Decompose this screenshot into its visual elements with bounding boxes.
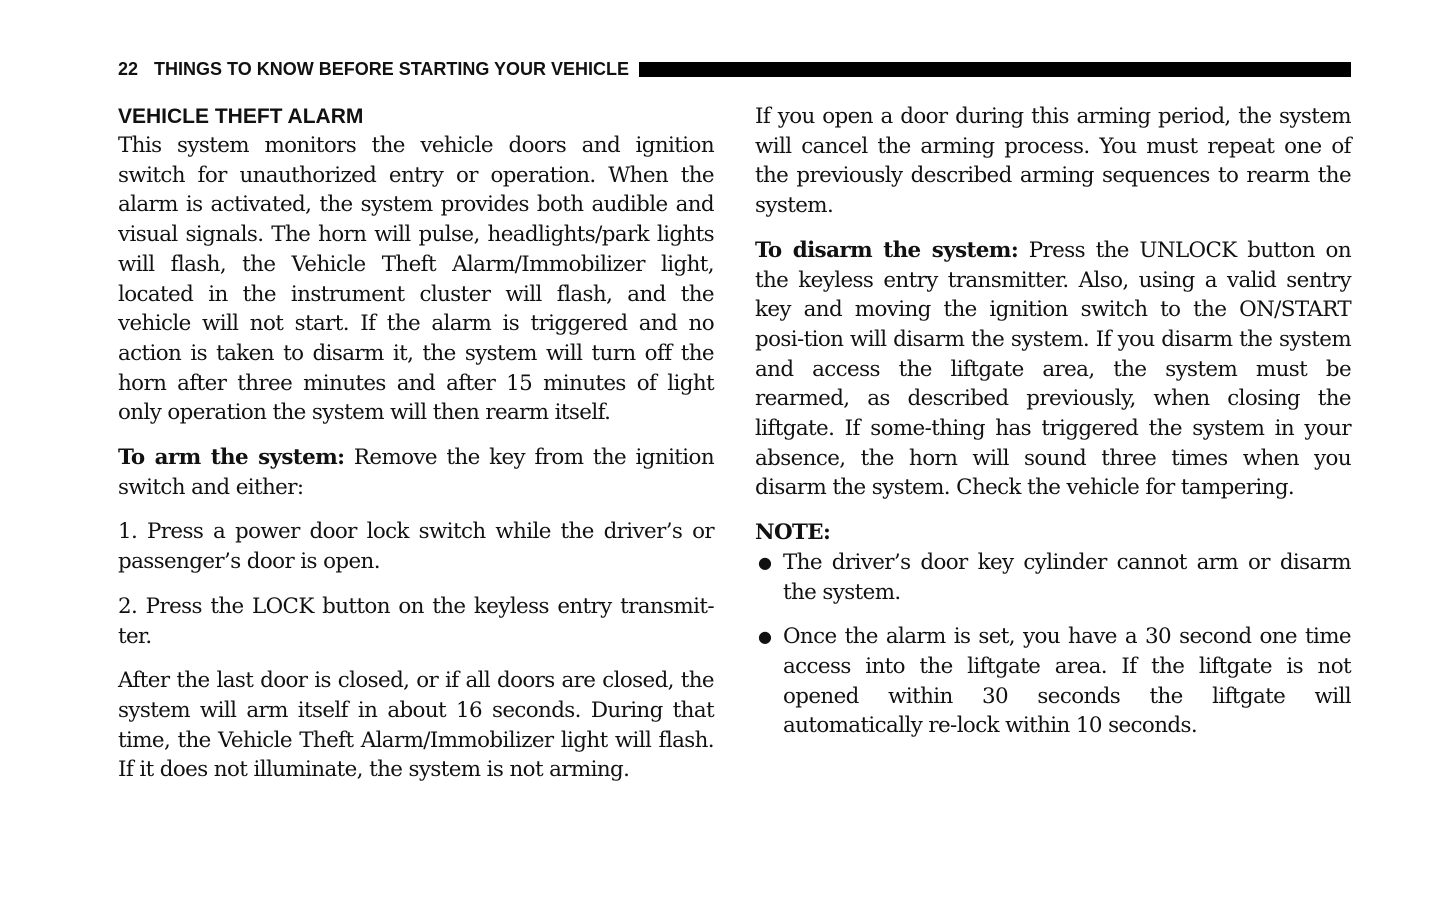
intro-paragraph: This system monitors the vehicle doors and ignition switch for unauthorized entry or operation. When the alarm is activated, the system provides both audible and visual signals. The horn will pulse, headlights/park lights will flash, the Vehicle Theft Alarm/Immobilizer light, located in the instrument cluster will flash, and the vehicle will not start. If the alarm is triggered and no action is taken to disarm it, the system will turn off the horn after three minutes and after 15 minutes of light only operation the system will then rearm itself. xyxy=(118,133,714,426)
note-text: Once the alarm is set, you have a 30 second one time access into the liftgate area. If the liftgate is not opened within 30 seconds the liftgate will automatically re-lock within 10 seconds. xyxy=(783,624,1351,739)
arm-text: Remove the key from the ignition switch and either: xyxy=(118,445,714,500)
disarm-text: Press the UNLOCK button on the keyless entry transmitter. Also, using a valid sentry key and moving the ignition switch to the ON/START posi-tion will disarm the system. If you disarm the system and access the liftgate area, the system must be rearmed, as described previously, when closing the liftgate. If some-thing has triggered the system in your absence, the horn will sound three times when you disarm the system. Check the vehicle for tampering. xyxy=(755,237,1351,501)
note-label: NOTE: xyxy=(755,520,831,546)
note-item xyxy=(755,548,1351,607)
header-rule xyxy=(639,62,1351,77)
disarm-paragraph xyxy=(755,236,1351,503)
arm-lead: To arm the system: xyxy=(118,445,345,471)
section-heading: VEHICLE THEFT ALARM xyxy=(118,105,364,128)
chapter-title: THINGS TO KNOW BEFORE STARTING YOUR VEHICLE xyxy=(154,58,630,79)
left-column xyxy=(118,102,714,800)
arm-paragraph xyxy=(118,443,714,502)
note-text: The driver’s door key cylinder cannot arm or disarm the system. xyxy=(783,549,1351,605)
arm-step-2: 2. Press the LOCK button on the keyless entry transmit-ter. xyxy=(118,593,714,649)
disarm-lead: To disarm the system: xyxy=(755,237,1019,263)
bullet-icon: ● xyxy=(758,627,772,647)
right-column xyxy=(755,102,1351,756)
after-paragraph: After the last door is closed, or if all doors are closed, the system will arm itself in about 16 seconds. During that time, the Vehicle Theft Alarm/Immobilizer light will flash. If it does not illuminate, the system is not arming. xyxy=(118,668,714,783)
note-list xyxy=(755,548,1351,741)
cancel-paragraph: If you open a door during this arming period, the system will cancel the arming process. You must repeat one of the previously described arming sequences to rearm the system. xyxy=(755,104,1351,219)
note-item xyxy=(755,622,1351,741)
arm-step-1: 1. Press a power door lock switch while the driver’s or passenger’s door is open. xyxy=(118,519,714,575)
page-number: 22 xyxy=(118,58,139,79)
bullet-icon: ● xyxy=(758,552,772,572)
page-header xyxy=(118,58,1351,80)
